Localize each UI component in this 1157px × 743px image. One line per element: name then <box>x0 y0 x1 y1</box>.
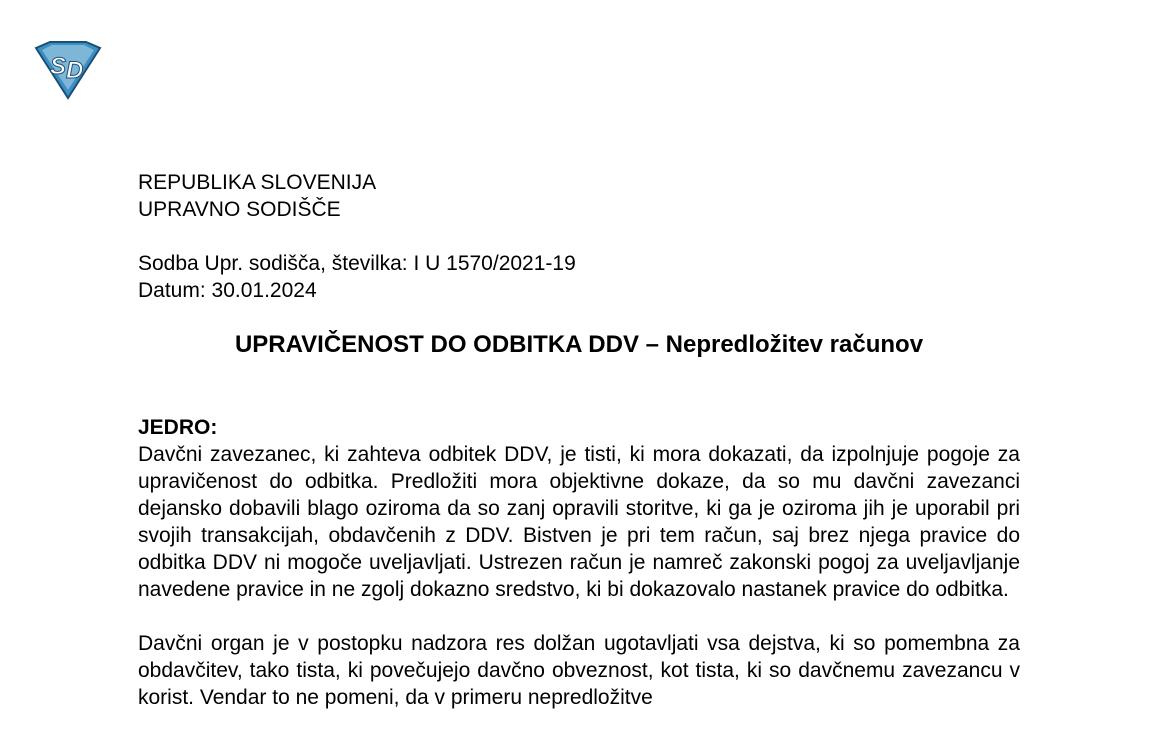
case-meta <box>138 250 576 304</box>
case-date: Datum: 30.01.2024 <box>138 279 317 302</box>
header-court: UPRAVNO SODIŠČE <box>138 198 341 221</box>
header-republic: REPUBLIKA SLOVENIJA <box>138 171 377 194</box>
section-heading: JEDRO: <box>138 416 218 439</box>
logo-letter-s: S <box>50 53 67 80</box>
document-body <box>138 414 1020 711</box>
paragraph-2: Davčni organ je v postopku nadzora res dolžan ugotavljati vsa dejstva, ki so pomembna za obdavčitev, tako tista, ki povečujejo davčno obveznost, kot tista, ki so davčnemu zavezancu v korist. Vendar to ne pomeni, da v primeru nepredložitve <box>138 632 1020 709</box>
logo-letter-d: D <box>66 57 84 84</box>
court-logo <box>30 40 104 100</box>
case-number: Sodba Upr. sodišča, številka: I U 1570/2021-19 <box>138 252 576 275</box>
paragraph-1: Davčni zavezanec, ki zahteva odbitek DDV, je tisti, ki mora dokazati, da izpolnjuje pogoje za upravičenost do odbitka. Predložiti mora objektivne dokaze, da so mu davčni zavezanci dejansko dobavili blago oziroma da so zanj opravili storitve, ki ga je oziroma jih je uporabil pri svojih transakcijah, obdavčenih z DDV. Bistven je pri tem račun, saj brez njega pravice do odbitka DDV ni mogoče uveljavljati. Ustrezen račun je namreč zakonski pogoj za uveljavljanje navedene pravice in ne zgolj dokazno sredstvo, ki bi dokazovalo nastanek pravice do odbitka. <box>138 443 1020 601</box>
document-title: UPRAVIČENOST DO ODBITKA DDV – Nepredložitev računov <box>234 331 924 358</box>
court-header <box>138 169 376 223</box>
